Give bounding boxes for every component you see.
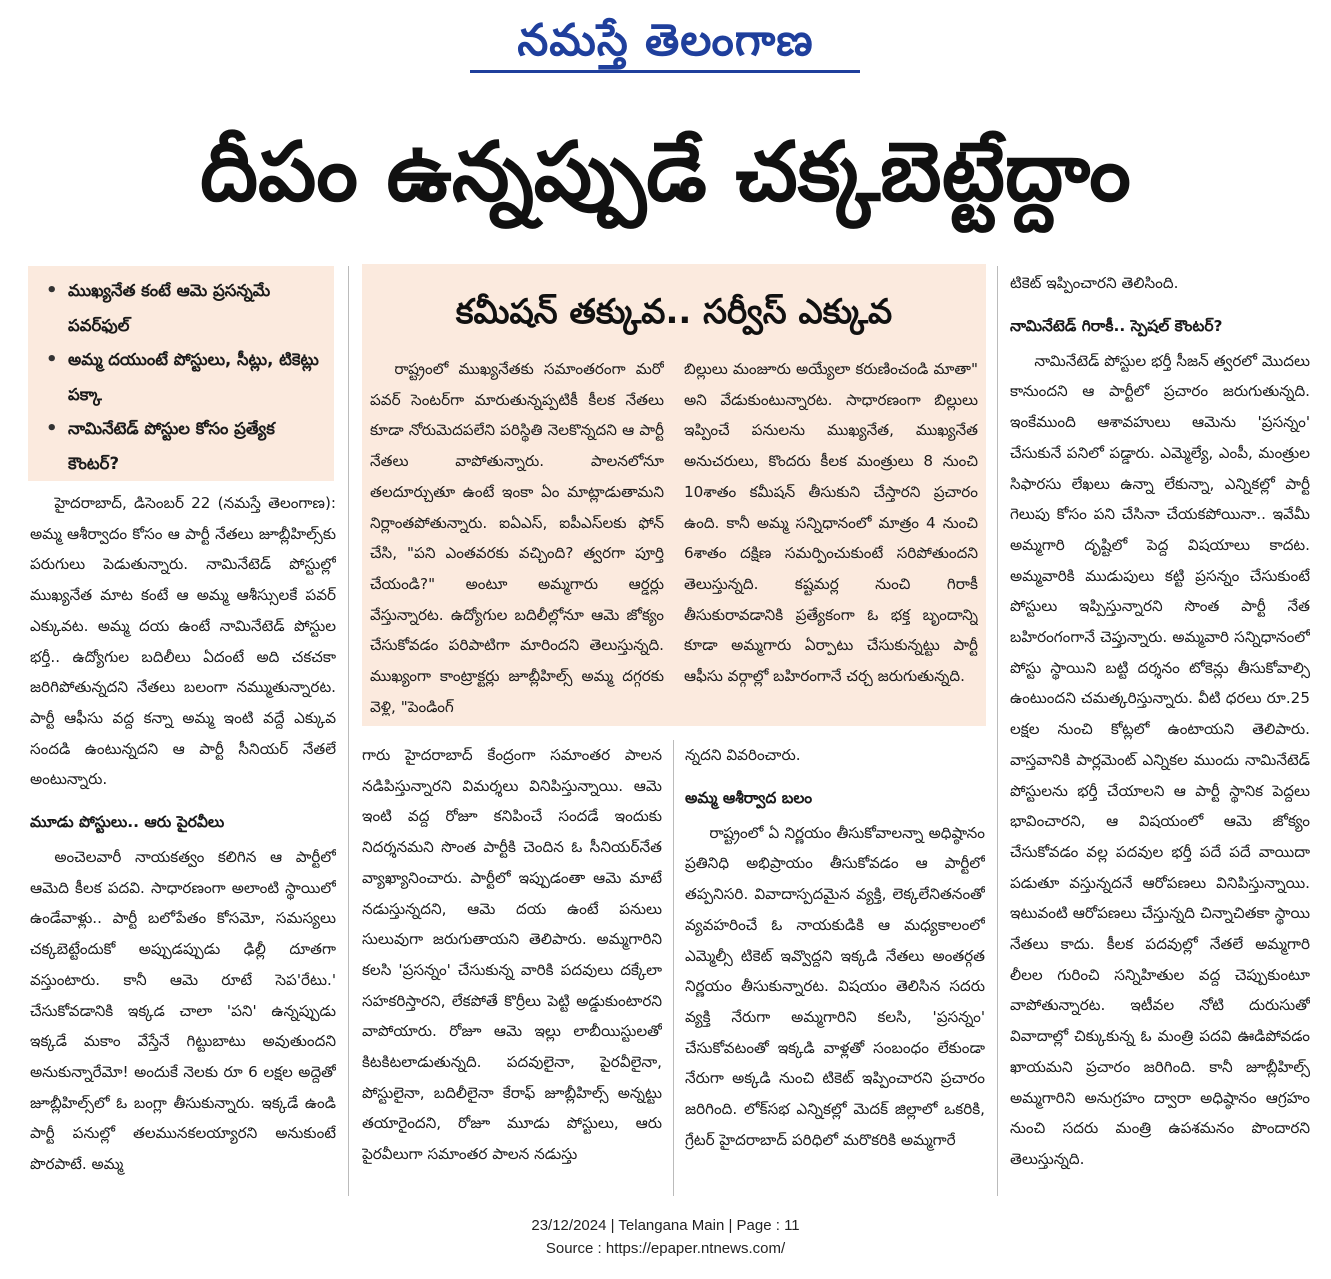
page-footer <box>0 1214 1331 1264</box>
footer-edition-info: 23/12/2024 | Telangana Main | Page : 11 <box>531 1217 800 1234</box>
masthead-logo: నమస్తే తెలంగాణ <box>517 15 814 66</box>
section-subhead: నామినేటెడ్ గిరాకీ.. స్పెషల్ కౌంటర్? <box>1010 316 1223 335</box>
article-paragraph: నామినేటెడ్ పోస్టుల భర్తీ సీజన్ త్వరలో మొదలు కానుందని ఆ పార్టీలో ప్రచారం జరుగుతున్నది. ఇంకేముంది ఆశావహులు ఆమెను 'ప్రసన్నం' చేసుకునే పనిలో పడ్డారు. ఎమ్మెల్యే, ఎంపీ, మంత్రుల సిఫారసు లేఖలు ఉన్నా లేకున్నా, ఎన్నికల్లో పార్టీ గెలుపు కోసం పని చేసినా చేయకపోయినా.. ఇవేమీ అమ్మగారి దృష్టిలో పెద్ద విషయాలు కాదట. అమ్మవారికి ముడుపులు కట్టి ప్రసన్నం చేసుకుంటే పోస్టులు ఇప్పిస్తున్నారని సొంత పార్టీ నేత బహిరంగంగానే చెప్తున్నారు. అమ్మవారి సన్నిధానంలో పోస్టు స్థాయిని బట్టి దర్శనం టోకెన్లు తీసుకోవాల్సి ఉంటుందని చమత్కరిస్తున్నారు. వీటి ధరలు రూ.25 లక్షల నుంచి కోట్లలో ఉంటాయని తెలిపారు. వాస్తవానికి పార్లమెంట్ ఎన్నికల ముందు నామినేటెడ్ పోస్టులను భర్తీ చేయాలని ఆ పార్టీ స్థానిక పెద్దలు భావించారని, ఆ విషయంలో ఆమె జోక్యం చేసుకోవడం వల్ల పదవుల భర్తీ పదే పదే వాయిదా పడుతూ వస్తున్నదనే ఆరోపణలు వినిపిస్తున్నాయి. ఇటువంటి ఆరోపణలు చేస్తున్నది చిన్నాచితకా స్థాయి నేతలు కాదు. కీలక పదవుల్లో నేతలే అమ్మగారి లీలల గురించి సన్నిహితుల వద్ద చెప్పుకుంటూ వాపోతున్నారట. ఇటీవల నోటి దురుసుతో వివాదాల్లో చిక్కుకున్న ఓ మంత్రి పదవి ఊడిపోవడం ఖాయమని ప్రచారం జరిగింది. కానీ జూబ్లీహిల్స్ అమ్మగారిని అనుగ్రహం ద్వారా అధిష్ఠానం ఆగ్రహం నుంచి సదరు మంత్రి ఉపశమనం పొందారని తెలుస్తున్నది. <box>1010 351 1310 1168</box>
article-paragraph: రాష్ట్రంలో ఏ నిర్ణయం తీసుకోవాలన్నా అధిష్ఠానం ప్రతినిధి అభిప్రాయం తీసుకోవడం ఆ పార్టీలో తప్పనిసరి. వివాదాస్పదమైన వ్యక్తి, లెక్కలేనితనంతో వ్యవహరించే ఓ నాయకుడికి ఆ మధ్యకాలంలో ఎమ్మెల్సీ టికెట్ ఇవ్వొద్దని ఇక్కడి నేతలు అంతర్గత నిర్ణయం తీసుకున్నారట. విషయం తెలిసిన సదరు వ్యక్తి నేరుగా అమ్మగారిని కలసి, 'ప్రసన్నం' చేసుకోవటంతో ఇక్కడి వాళ్లతో సంబంధం లేకుండా నేరుగా అక్కడి నుంచి టికెట్ ఇప్పించారని ప్రచారం జరిగింది. లోక్‌సభ ఎన్నికల్లో మెదక్ జిల్లాలో ఒకరికి, గ్రేటర్ హైదరాబాద్ పరిధిలో మరొకరికి అమ్మగారే <box>685 823 985 1149</box>
masthead-underline <box>470 70 860 73</box>
summary-item-text: నామినేటెడ్ పోస్టుల కోసం ప్రత్యేక కౌంటర్? <box>68 419 275 473</box>
column-divider <box>997 266 998 1196</box>
article-column-3 <box>685 740 985 1200</box>
article-column-1 <box>30 488 336 1198</box>
article-intro: హైదరాబాద్, డిసెంబర్ 22 (నమస్తే తెలంగాణ): అమ్మ ఆశీర్వాదం కోసం ఆ పార్టీ నేతలు జూబ్లీహిల్స్‌కు పరుగులు పెడుతున్నారు. నామినేటెడ్ పోస్టుల్లో ముఖ్యనేత మాట కంటే ఆ అమ్మ ఆశీస్సులకే పవర్ ఎక్కువట. అమ్మ దయ ఉంటే నామినేటెడ్ పోస్టుల భర్తీ.. ఉద్యోగుల బదిలీలు ఏదంటే అది చకచకా జరిగిపోతున్నదని నేతలు బలంగా నమ్ముతున్నారట. పార్టీ ఆఫీసు వద్ద కన్నా అమ్మ ఇంటి వద్దే ఎక్కువ సందడి ఉంటున్నదని ఆ పార్టీ సీనియర్ నేతలే అంటున్నారు. <box>30 494 336 789</box>
column-divider <box>348 266 349 1196</box>
article-column-4 <box>1010 268 1310 1198</box>
boxed-sidebar-story <box>362 264 986 726</box>
summary-item <box>42 343 322 412</box>
summary-item-text: ముఖ్యనేత కంటే ఆమె ప్రసన్నమే పవర్‌ఫుల్ <box>68 281 271 335</box>
summary-item <box>42 412 322 481</box>
summary-item-text: అమ్మ దయుంటే పోస్టులు, సీట్లు, టికెట్లు పక్కా <box>68 350 319 404</box>
boxed-story-column-left <box>370 354 664 716</box>
column-divider <box>673 740 674 1196</box>
article-column-2 <box>362 740 662 1200</box>
article-paragraph-continued: టికెట్ ఇప్పించారని తెలిసింది. <box>1010 274 1179 292</box>
summary-item <box>42 274 322 343</box>
article-paragraph-continued: న్నదని వివరించారు. <box>685 746 801 764</box>
page-headline: దీపం ఉన్నప్పుడే చక్కబెట్టేద్దాం <box>200 125 1131 220</box>
bullet-icon: • <box>46 418 58 439</box>
article-paragraph: గారు హైదరాబాద్ కేంద్రంగా సమాంతర పాలన నడిపిస్తున్నారని విమర్శలు వినిపిస్తున్నాయి. ఆమె ఇంటి వద్ద రోజూ కనిపించే సందడే ఇందుకు నిదర్శనమని సొంత పార్టీకి చెందిన ఓ సీనియర్‌నేత వ్యాఖ్యానించారు. పార్టీలో ఇప్పుడంతా ఆమె మాటే నడుస్తున్నదని, ఆమె దయ ఉంటే పనులు సులువుగా జరుగుతాయని తెలిపారు. అమ్మగారిని కలసి 'ప్రసన్నం' చేసుకున్న వారికి పదవులు దక్కేలా సహకరిస్తారని, లేకపోతే కొర్రీలు పెట్టి అడ్డుకుంటారని వాపోయారు. రోజూ ఆమె ఇల్లు లాబీయిస్టులతో కిటకిటలాడుతున్నది. పదవులైనా, పైరవీలైనా, పోస్టులైనా, బదిలీలైనా కేరాఫ్ జూబ్లీహిల్స్ అన్నట్టు తయారైందని, రోజూ మూడు పోస్టులు, ఆరు పైరవీలుగా సమాంతర పాలన నడుస్తు <box>362 746 662 1164</box>
summary-list <box>42 274 322 481</box>
summary-highlights-box <box>28 266 334 481</box>
boxed-story-title: కమీషన్ తక్కువ.. సర్వీస్ ఎక్కువ <box>455 292 893 332</box>
section-subhead: అమ్మ ఆశీర్వాద బలం <box>685 788 813 807</box>
boxed-story-column-right <box>684 354 978 716</box>
section-subhead: మూడు పోస్టులు.. ఆరు పైరవీలు <box>30 813 225 832</box>
boxed-story-paragraph: రాష్ట్రంలో ముఖ్యనేతకు సమాంతరంగా మరో పవర్ సెంటర్‌గా మారుతున్నప్పటికీ కీలక నేతలు కూడా నోరుమెదపలేని పరిస్థితి నెలకొన్నదని ఆ పార్టీ నేతలు వాపోతున్నారు. పాలనలోనూ తలదూర్చుతూ ఉంటే ఇంకా ఏం మాట్లాడుతామని నిర్లాంతపోతున్నారు. ఐఏఎస్, ఐపీఎస్‌లకు ఫోన్ చేసి, "పని ఎంతవరకు వచ్చింది? త్వరగా పూర్తి చేయండి?" అంటూ అమ్మగారు ఆర్డర్లు వేస్తున్నారట. ఉద్యోగుల బదిలీల్లోనూ ఆమె జోక్యం చేసుకోవడం పరిపాటిగా మారిందని తెలుస్తున్నది. ముఖ్యంగా కాంట్రాక్టర్లు జూబ్లీహిల్స్ అమ్మ దగ్గరకు వెళ్లి, "పెండింగ్ <box>370 360 664 716</box>
boxed-story-paragraph: బిల్లులు మంజూరు అయ్యేలా కరుణించండి మాతా" అని వేడుకుంటున్నారట. సాధారణంగా బిల్లులు ఇప్పించే పనులను ముఖ్యనేత, ముఖ్యనేత అనుచరులు, కొందరు కీలక మంత్రులు 8 నుంచి 10శాతం కమీషన్ తీసుకుని చేస్తారని ప్రచారం ఉంది. కానీ అమ్మ సన్నిధానంలో మాత్రం 4 నుంచి 6శాతం దక్షిణ సమర్పించుకుంటే సరిపోతుందని తెలుస్తున్నది. కష్టమర్ల నుంచి గిరాకీ తీసుకురావడానికి ప్రత్యేకంగా ఓ భక్త బృందాన్ని కూడా అమ్మగారు ఏర్పాటు చేసుకున్నట్టు పార్టీ ఆఫీసు వర్గాల్లో బహిరంగానే చర్చ జరుగుతున్నది. <box>684 360 978 686</box>
article-paragraph: అంచెలవారీ నాయకత్వం కలిగిన ఆ పార్టీలో ఆమెది కీలక పదవి. సాధారణంగా అలాంటి స్థాయిలో ఉండేవాళ్లు.. పార్టీ బలోపేతం కోసమో, సమస్యలు చక్కబెట్టేందుకో అప్పుడప్పుడు ఢిల్లీ దూతగా వస్తుంటారు. కానీ ఆమె రూటే సెప'రేటు.' చేసుకోవడానికి ఇక్కడ చాలా 'పని' ఉన్నప్పుడు ఇక్కడే మకాం వేస్తేనే గిట్టుబాటు అవుతుందని అనుకున్నారేమో! అందుకే నెలకు రూ 6 లక్షల అద్దెతో జూబ్లీహిల్స్‌లో ఓ బంగ్లా తీసుకున్నారు. ఇక్కడే ఉండి పార్టీ పనుల్లో తలమునకలయ్యారని అనుకుంటే పొరపాటే. అమ్మ <box>30 848 336 1174</box>
footer-source-link[interactable]: Source : https://epaper.ntnews.com/ <box>545 1240 786 1257</box>
bullet-icon: • <box>46 280 58 301</box>
bullet-icon: • <box>46 349 58 370</box>
